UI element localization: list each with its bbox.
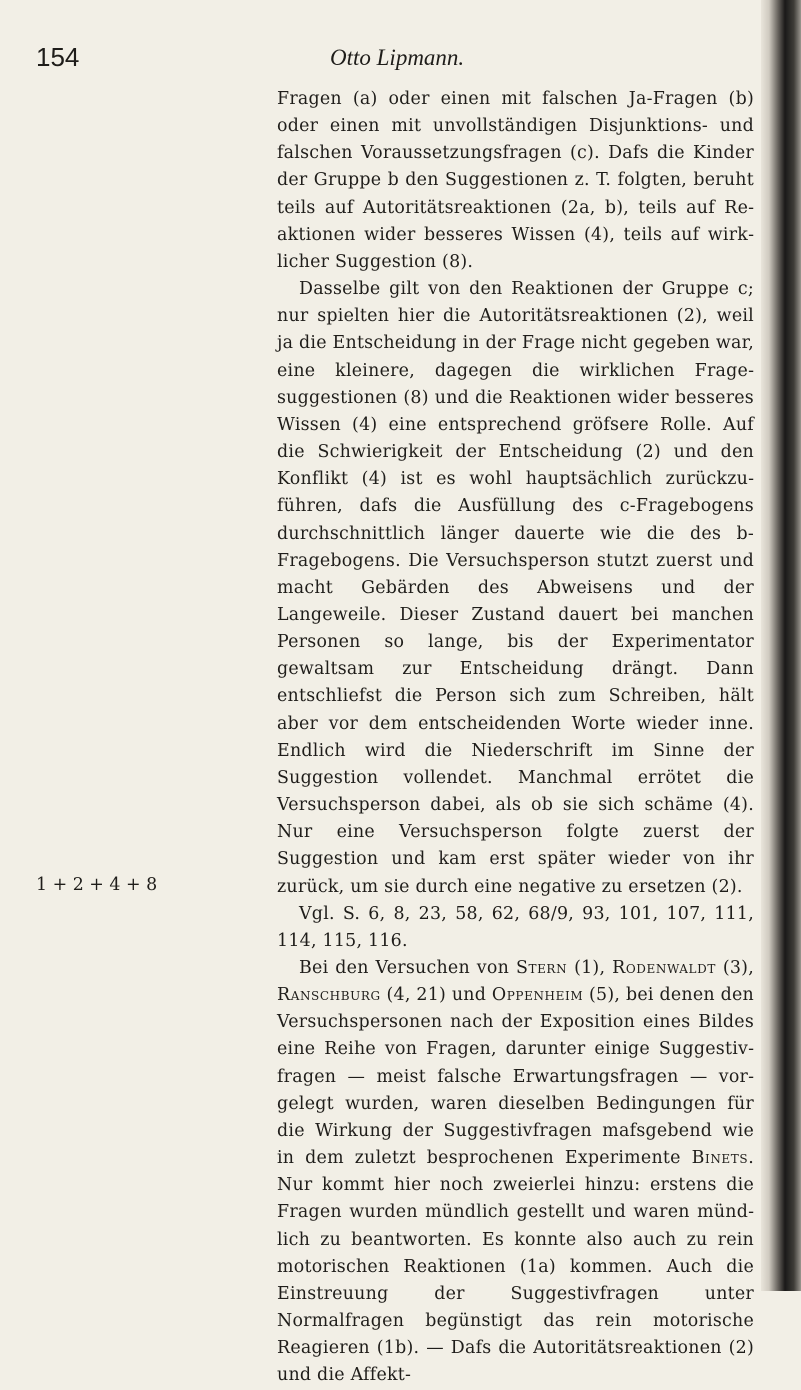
text-run: (1),: [567, 958, 613, 978]
text-run: . Nur kommt hier noch zweierlei hinzu: erstens die Fragen wurden mündlich gestellt und waren mündlich zu beantworten. Es konnte also auch zu rein motorischen Reaktionen (1a) kommen. Auch die Einstreuung der Suggestivfragen unter Normalfragen begünstigt das rein motorische Reagieren (1b). — Dafs die Autoritätsreaktionen (2) und die Affekt-: [277, 1148, 754, 1386]
marginal-note: 1 + 2 + 4 + 8: [36, 875, 158, 895]
text-run: (4, 21) und: [380, 985, 492, 1006]
paragraph-1: Fragen (a) oder einen mit falschen Ja-Fragen (b) oder einen mit unvollständigen Disjunktions- und falschen Voraussetzungsfragen (c). Dafs die Kinder der Gruppe b den Suggestionen z. T. folgten, beruht teils auf Autoritätsreaktionen (2a, b), teils auf Reaktionen wider besseres Wissen (4), teils auf wirklicher Suggestion (8).: [277, 89, 754, 272]
page-number: 154: [36, 42, 80, 72]
book-binding-edge: [761, 0, 801, 1291]
author-binet: Binets: [691, 1148, 749, 1169]
text-run: (3),: [715, 958, 754, 978]
paragraph-2: Dasselbe gilt von den Reaktionen der Gruppe c; nur spielten hier die Autoritätsreaktionen (2), weil ja die Entscheidung in der Frage nicht gegeben war, eine kleinere, dagegen die wirklichen Fragesuggestionen (8) und die Reaktionen wider besseres Wissen (4) eine entsprechend gröfsere Rolle. Auf die Schwierigkeit der Entscheidung (2) und den Konflikt (4) ist es wohl hauptsächlich zurückzuführen, dafs die Ausfüllung des c-Fragebogens durchschnittlich länger dauerte wie die des b-Fragebogens. Die Versuchsperson stutzt zuerst und macht Gebärden des Abweisens und der Langeweile. Dieser Zustand dauert bei manchen Personen so lange, bis der Experimentator gewaltsam zur Entscheidung drängt. Dann entschliefst die Person sich zum Schreiben, hält aber vor dem entscheidenden Worte wieder inne. Endlich wird die Niederschrift im Sinne der Suggestion vollendet. Manchmal errötet die Versuchsperson dabei, als ob sie sich schäme (4). Nur eine Versuchsperson folgte zuerst der Suggestion und kam erst später wieder von ihr zurück, um sie durch eine negative zu ersetzen (2).: [277, 279, 755, 897]
author-ranschburg: Ranschburg: [277, 985, 381, 1006]
body-text: [277, 86, 754, 1390]
author-stern: Stern: [515, 958, 568, 978]
author-rodenwaldt: Rodenwaldt: [612, 958, 716, 978]
paragraph-4: [277, 955, 754, 1390]
text-run: Bei den Versuchen von: [299, 958, 516, 978]
text-run: (5), bei denen den Versuchspersonen nach der Exposition eines Bildes eine Reihe von Fragen, darunter einige Suggestivfragen — meist falsche Erwartungsfragen — vorgelegt wurden, waren dieselben Bedingungen für die Wirkung der Suggestivfragen mafsgebend wie in dem zuletzt besprochenen Experimente: [277, 985, 754, 1169]
running-head: Otto Lipmann.: [330, 45, 465, 70]
author-oppenheim: Oppenheim: [491, 985, 584, 1006]
paragraph-3: Vgl. S. 6, 8, 23, 58, 62, 68/9, 93, 101, 107, 111, 114, 115, 116.: [277, 903, 754, 951]
